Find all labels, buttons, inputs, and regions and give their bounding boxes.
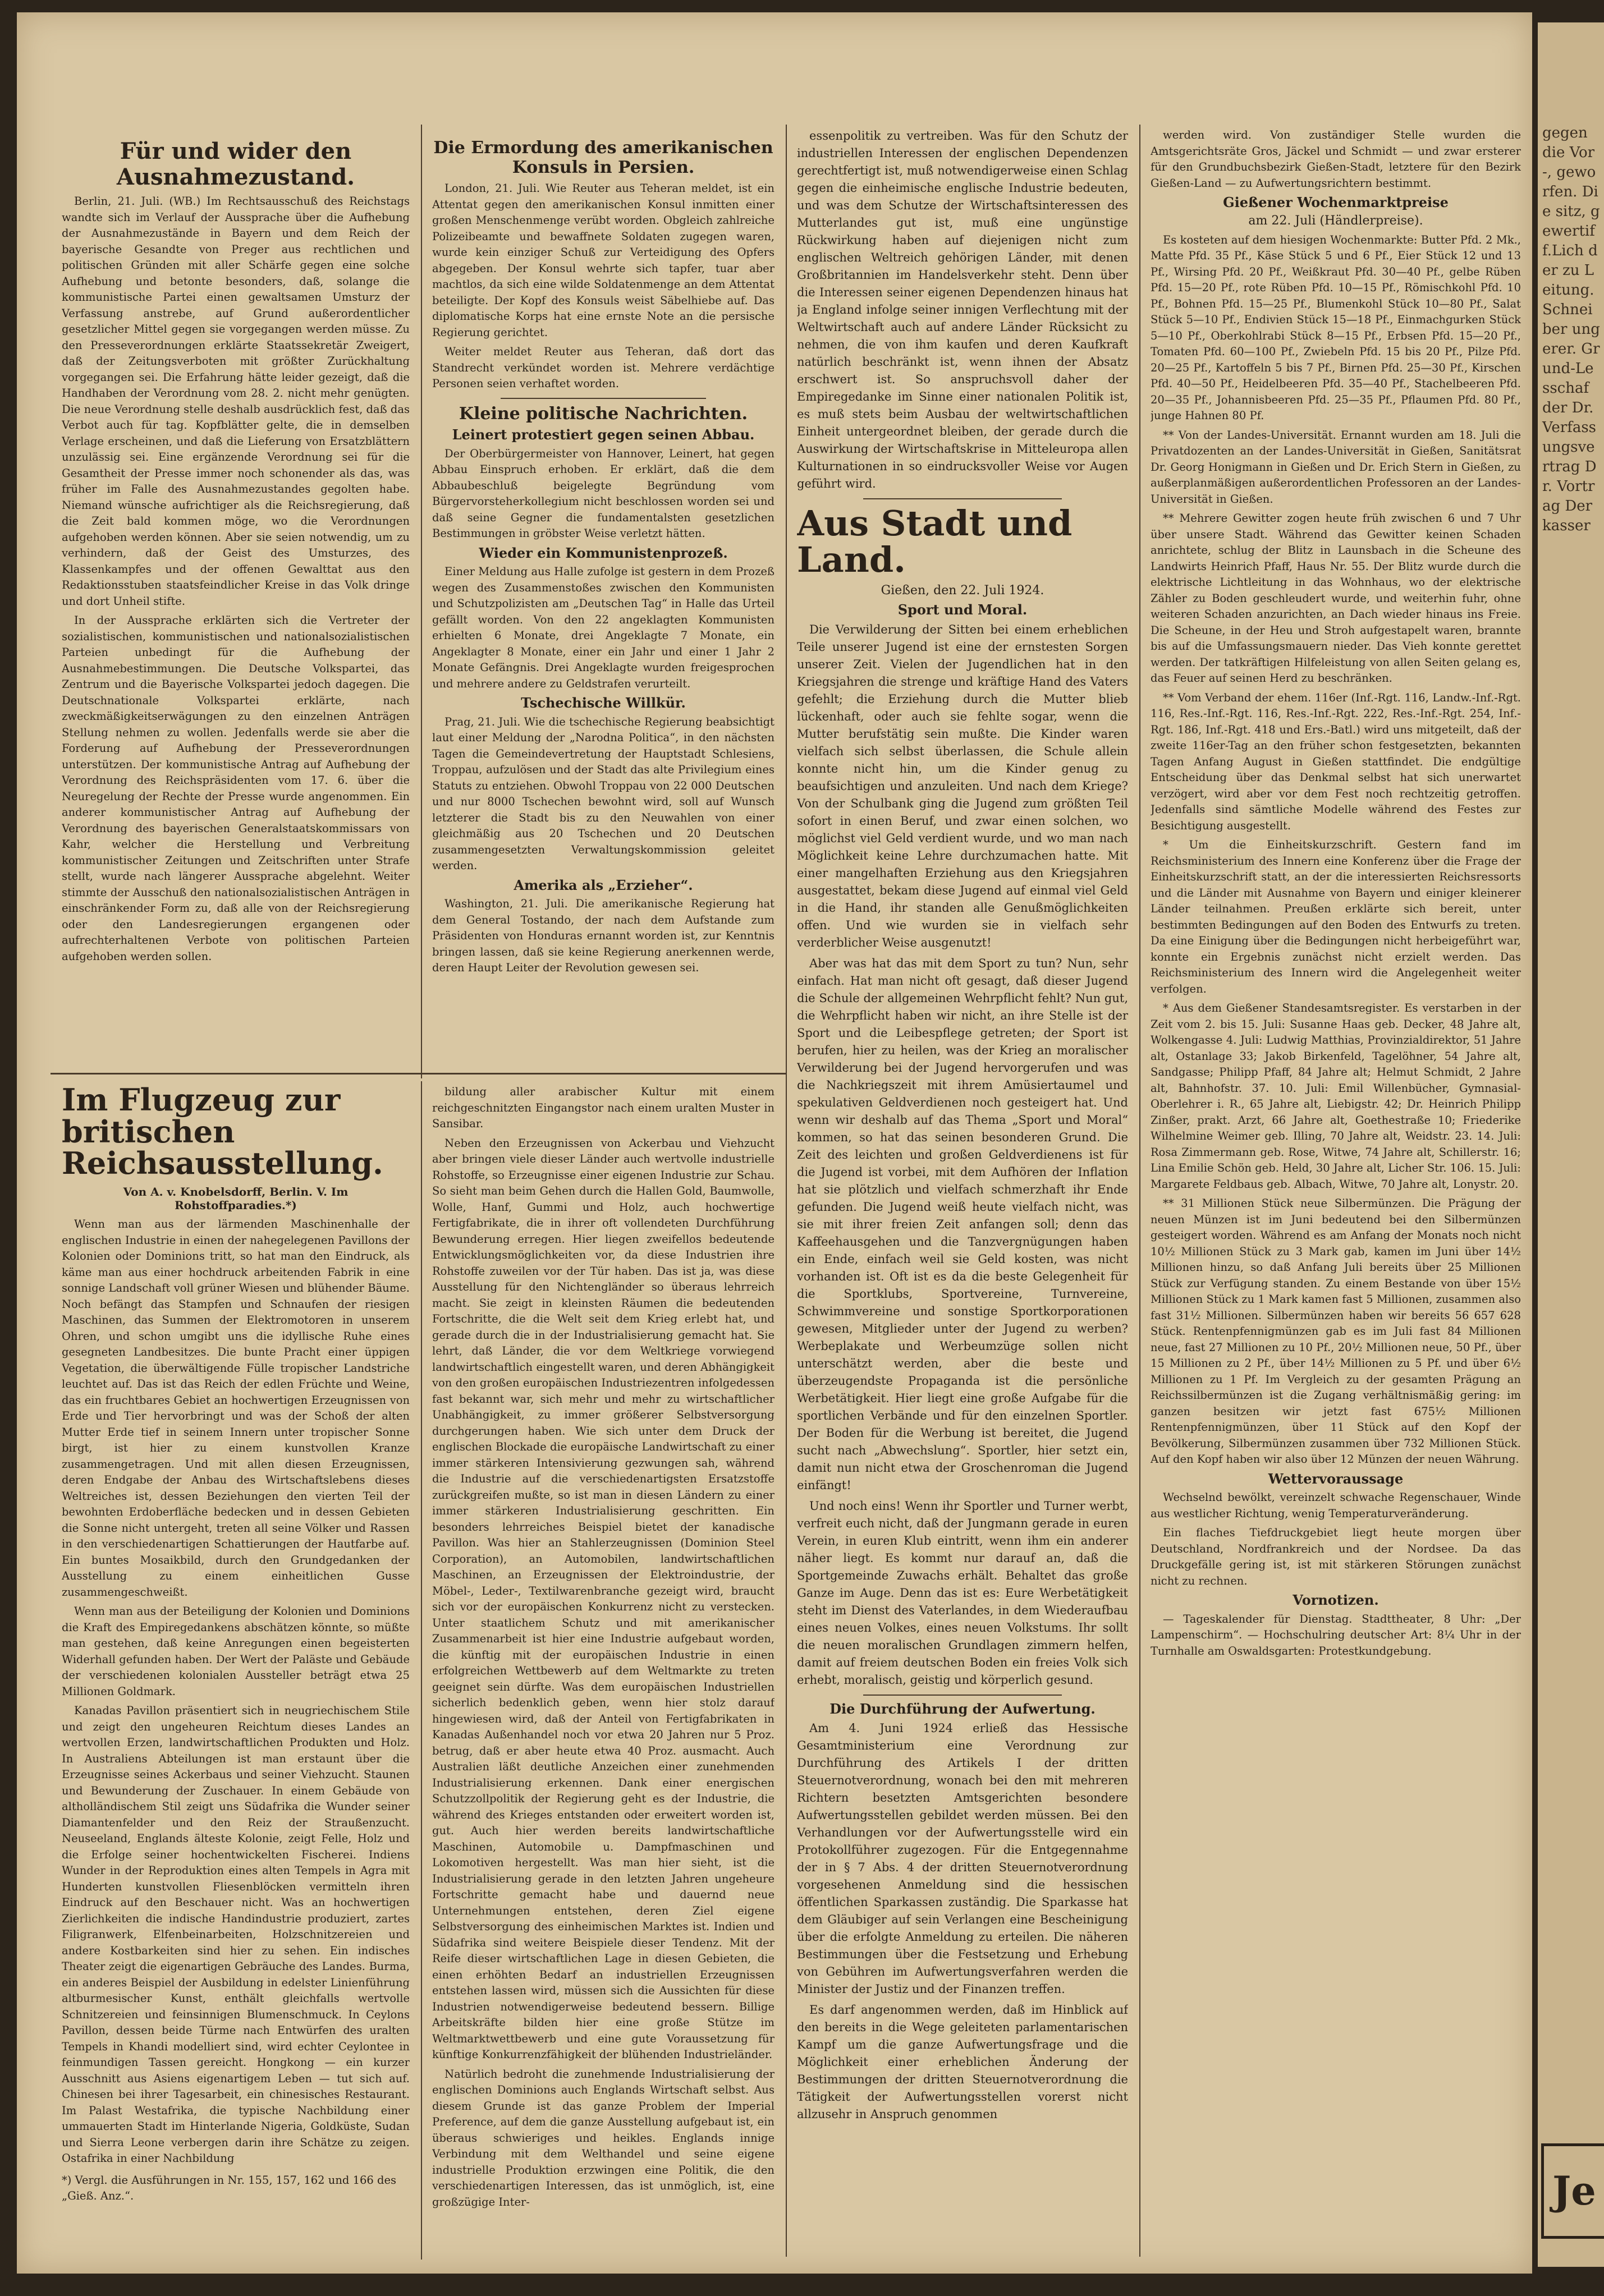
article-paragraph: * Aus dem Gießener Standesamtsregister. Es verstarben in der Zeit vom 2. bis 15. Juli: Susanne Haas geb. Decker, 48 Jahre alt, Wolkengasse 4. Juli: Ludwig Matthias, Provinzialdirektor, 51 Jahre alt, Ostanlage 33; Jakob Birkenfeld, Tagelöhner, 54 Jahre alt, Sandgasse; Philipp Pfaff, 84 Jahre alt; Helmut Schmidt, 2 Jahre alt, Bahnhofstr. 37. 10. Juli: Emil Willenbücher, Gymnasial-Oberlehrer i. R., 65 Jahre alt, Liebigstr. 42; Dr. Heinrich Philipp Zinßer, prakt. Arzt, 66 Jahre alt, Goethestraße 10; Friederike Wilhelmine Weimer geb. Illing, 70 Jahre alt, Weidstr. 23. 14. Juli: Rosa Zimmermann geb. Rose, Witwe, 74 Jahre alt, Schillerstr. 16; Lina Emilie Schön geb. Held, 30 Jahre alt, Licher Str. 106. 15. Juli: Margarete Feldbaus geb. Albach, Witwe, 70 Jahre alt, Lonystr. 20.	[1151, 1002, 1521, 1191]
section-headline: Kleine politische Nachrichten.	[459, 403, 748, 424]
article-stadt-und-land	[797, 127, 1128, 2260]
article-byline: Von A. v. Knobelsdorff, Berlin. V. Im Rohstoffparadies.*)	[123, 1185, 349, 1213]
article-paragraph: ** Vom Verband der ehem. 116er (Inf.-Rgt. 116, Landw.-Inf.-Rgt. 116, Res.-Inf.-Rgt. 116, Res.-Inf.-Rgt. 222, Res.-Inf.-Rgt. 254, Inf.-Rgt. 186, Inf.-Rgt. 418 und Ers.-Batl.) wird uns mitgeteilt, daß der zweite 116er-Tag an den früher schon festgesetzten, bekannten Tagen Anfang August in Gießen stattfindet. Die endgültige Entscheidung über das Denkmal selbst hat sich unerwartet verzögert, wird aber vor dem Fest noch rechtzeitig getroffen. Jedenfalls sind sämtliche Modelle während des Festes zur Besichtigung ausgestellt.	[1151, 691, 1521, 832]
article-persien	[432, 139, 774, 1070]
sub-headline: Leinert protestiert gegen seinen Abbau.	[452, 426, 755, 443]
article-lokales	[1151, 127, 1521, 2260]
article-paragraph: * Um die Einheitskurzschrift. Gestern fand im Reichsministerium des Innern eine Konferenz über die Frage der Einheitskurzschrift statt, an der die interessierten Reichsressorts und die Länder mit Ausnahme von Bayern und einiger kleinerer Länder teilnahmen. Preußen erklärte sich bereit, unter bestimmten Bedingungen auf den Boden des Entwurfs zu treten. Da eine Einigung über die Bedingungen nicht herbeigeführt war, konnte ein Ergebnis zunächst nicht erzielt werden. Das Reichsministerium des Innern wird die Angelegenheit weiter verfolgen.	[1151, 838, 1521, 995]
article-paragraph: essenpolitik zu vertreiben. Was für den Schutz der industriellen Interessen der englischen Dependenzen gerechtfertigt ist, muß notwendigerweise einen Schlag gegen die einheimische englische Industrie bedeuten, und was dem Schutze der Wirtschaftsinteressen des Mutterlandes gut ist, muß eine ungünstige Rückwirkung haben auf diejenigen nicht zum englischen Weltreich gehörigen Länder, mit denen Großbritannien im Handelsverkehr steht. Denn über die Interessen seiner eigenen Dependenzen hinaus hat ja England infolge seiner innigen Verflechtung mit der Weltwirtschaft auch auf andere Länder Rücksicht zu nehmen, die von ihm kaufen und deren Kaufkraft natürlich beschränkt ist, wenn ihnen der Absatz erschwert ist. So anspruchsvoll daher der Empiregedanke im Sinne einer nationalen Politik ist, es muß stets beim Ausbau der weltwirtschaftlichen Einheit untergeordnet bleiben, der gerade durch die Auswirkung der Wirtschaftskrise in Mitteleuropa allen Kulturnationen in so eindrucksvoller Weise vor Augen geführt wird.	[797, 129, 1128, 490]
divider	[863, 498, 1062, 499]
article-flugzeug	[62, 1084, 410, 2257]
sub-headline: Sport und Moral.	[897, 601, 1028, 618]
adjacent-page-text: gegen die Vor-, geworfen. Die sitz, gewertiff.Lich der zu Leitung. Schneiber ungerer. Grund-Lesschaf der Dr. Verfassungsvertrag Dr. Vortrag Der kasser	[1542, 125, 1600, 534]
dateline: Gießen, den 22. Juli 1924.	[881, 584, 1044, 598]
article-headline: Für und wider den Ausnahmezustand.	[116, 139, 355, 190]
section-rule	[51, 1073, 786, 1074]
sub-headline: Tschechische Willkür.	[521, 695, 686, 711]
article-paragraph: Die Verwilderung der Sitten bei einem erheblichen Teile unserer Jugend ist eine der ernstesten Sorgen unserer Zeit. Vielen der Jugendlichen hat in den Kriegsjahren die strenge und kräftige Hand des Vaters gefehlt; die Erziehung durch die Mutter blieb lückenhaft, oder auch sie fehlte sogar, wenn die Mutter berufstätig sein mußte. Die Kinder waren vielfach sich selbst überlassen, die Schule allein konnte nicht hin, um die Kinder genug zu beaufsichtigen und anzuleiten. Und nach dem Kriege? Von der Schulbank ging die Jugend zum größten Teil sofort in einen Beruf, und zwar einen solchen, wo möglichst viel Geld verdient wurde, und wo man nach Möglichkeit keine Lehre durchzumachen hatte. Mit einer mangelhaften Erziehung aus den Kriegsjahren ausgestattet, bekam diese Jugend auf einmal viel Geld in die Hand, ihr standen alle Genußmöglichkeiten offen. Und wie wurden sie in vielfach sehr verderblicher Weise ausgenutzt!	[797, 622, 1128, 949]
article-headline: Im Flugzeug zur britischen Reichsausstellung.	[62, 1084, 383, 1182]
article-paragraph: Wechselnd bewölkt, vereinzelt schwache Regenschauer, Winde aus westlicher Richtung, wenig Temperaturveränderung.	[1151, 1491, 1521, 1520]
divider	[501, 398, 706, 399]
article-paragraph: ** 31 Millionen Stück neue Silbermünzen. Die Prägung der neuen Münzen ist im Juni bedeutend bei den Silbermünzen gesteigert worden. Während es am Anfang der Monats noch nicht 10½ Millionen Stück zu 3 Mark gab, kamen im Juni über 14½ Millionen hinzu, so daß Anfang Juli bereits über 25 Millionen Stück zur Verfügung standen. Zu einem Bestande von über 15½ Millionen Stück zu 1 Mark kamen fast 5 Millionen, zusammen also fast 31½ Millionen. Silbermünzen haben wir bereits 56 657 628 Stück. Rentenpfennigmünzen gab es im Juli fast 84 Millionen neue, fast 27 Millionen zu 10 Pf., 20½ Millionen neue, 50 Pf., über 15 Millionen zu 2 Pf., über 14½ Millionen zu 5 Pf. und über 6½ Millionen zu 1 Pf. Im Vergleich zu der gesamten Prägung an Reichssilbermünzen ist die Zugang verhältnismäßig gering: im ganzen besitzen wir jetzt fast 675½ Millionen Rentenpfennigmünzen, über 11 Stück auf den Kopf der Bevölkerung, Silbermünzen zusammen über 732 Millionen Stück. Auf den Kopf haben wir also über 12 Münzen der neuen Währung.	[1151, 1197, 1521, 1466]
sub-headline: Gießener Wochenmarktpreise	[1223, 194, 1449, 210]
article-paragraph: Es darf angenommen werden, daß im Hinblick auf den bereits in die Wege geleiteten parlamentarischen Kampf um die ganze Aufwertungsfrage und die Möglichkeit einer erheblichen Änderung der Bestimmungen der dritten Steuernotverordnung die Tätigkeit der Aufwertungsstellen vorerst nicht allzusehr in Anspruch genommen	[797, 2003, 1128, 2121]
sub-headline: Vornotizen.	[1293, 1592, 1379, 1609]
article-paragraph: Weiter meldet Reuter aus Teheran, daß dort das Standrecht verkündet worden ist. Mehrere verdächtige Personen seien verhaftet worden.	[432, 345, 774, 390]
article-paragraph: Am 4. Juni 1924 erließ das Hessische Gesamtministerium eine Verordnung zur Durchführung des Artikels I der dritten Steuernotverordnung, wonach bei den mit mehreren Richtern besetzten Amtsgerichten besondere Aufwertungsstellen gebildet werden müssen. Bei den Verhandlungen vor der Aufwertungsstelle wird ein Protokollführer zugezogen. Für die Entgegennahme der in § 7 Abs. 4 der dritten Steuernotverordnung vorgesehenen Anmeldung sind die hessischen öffentlichen Sparkassen zuständig. Die Sparkasse hat dem Gläubiger auf sein Verlangen eine Bescheinigung über die erfolgte Anmeldung zu erteilen. Die näheren Bestimmungen über die Festsetzung und Erhebung von Gebühren im Aufwertungsverfahren werden die Minister der Justiz und der Finanzen treffen.	[797, 1721, 1128, 1996]
column-rule	[421, 125, 422, 1078]
article-paragraph: Washington, 21. Juli. Die amerikanische Regierung hat dem General Tostando, der nach dem Aufstande zum Präsidenten von Honduras ernannt worden ist, zur Kenntnis bringen lassen, daß sie keine Regierung anerkennen werde, deren Haupt Leiter der Revolution gewesen sei.	[432, 897, 774, 975]
article-paragraph: Berlin, 21. Juli. (WB.) Im Rechtsausschuß des Reichstags wandte sich im Verlauf der Aussprache über die Aufhebung der Ausnahmezustände in Bayern und dem Reich der bayerische Gesandte von Preger aus rechtlichen und politischen Gründen mit aller Schärfe gegen eine solche Aufhebung und betonte besonders, daß, solange die kommunistische Partei einen gewaltsamen Umsturz der Verfassung anstrebe, auf Grund außerordentlicher gesetzlicher Mittel gegen sie vorgegangen werden müsse. Zu den Presseverordnungen erklärte Staatssekretär Zweigert, daß der Zeitungsverboten mit größter Zurückhaltung vorgegangen sei. Die Erfahrung hätte leider gezeigt, daß die Handhaben der Verordnung vom 28. 2. nicht mehr genügten. Die neue Verordnung stelle deshalb ausdrücklich fest, daß das Verbot auch für tag. Kopfblätter gelte, die in demselben Verlage erscheinen, und daß die Lieferung von Ersatzblättern unzulässig sei. Eine ergänzende Verordnung sei für die Gesamtheit der Presse immer noch schonender als das, was früher im Falle des Ausnahmezustandes gegolten habe. Niemand wünsche aufrichtiger als die Reichsregierung, daß die Zeit bald kommen möge, wo die Verordnungen aufgehoben werden können. Aber sie seien notwendig, um zu verhindern, daß der Geist des Umsturzes, des Klassenkampfes und der offenen Gewalttat aus den Redaktionsstuben staatsfeindlicher Kreise in das Volk dringe und dort Unheil stifte.	[62, 195, 410, 608]
sub-headline: Wieder ein Kommunistenprozeß.	[479, 544, 728, 561]
newspaper-page	[17, 12, 1532, 2274]
column-rule	[1139, 125, 1140, 2257]
article-flugzeug-continued	[432, 1084, 774, 2257]
section-headline: Aus Stadt und Land.	[797, 503, 1073, 581]
column-rule	[786, 125, 787, 2257]
article-paragraph: Und noch eins! Wenn ihr Sportler und Turner werbt, verfreit euch nicht, daß der Jungmann gerade in euren Verein, in euren Klub eintritt, wenn ihm ein anderer näher liegt. Es kommt nur darauf an, daß die Sportgemeinde Zuwachs erhält. Behaltet das große Ganze im Auge. Denn das ist es: Eure Werbetätigkeit steht im Dienst des Vaterlandes, in dem Wiederaufbau eines neuen Volkes, eines neuen Volkstums. Ihr sollt die neuen moralischen Grundlagen zimmern helfen, damit auf freiem deutschen Boden ein freies Volk sich erhebt, moralisch, geistig und körperlich gesund.	[797, 1499, 1128, 1687]
article-paragraph: werden wird. Von zuständiger Stelle wurden die Amtsgerichtsräte Gros, Jäckel und Schmidt — und zwar ersterer für den Grundbuchsbezirk Gießen-Stadt, letztere für den Bezirk Gießen-Land — zu Aufwertungsrichtern bestimmt.	[1151, 128, 1521, 190]
adjacent-page-edge	[1538, 22, 1604, 2267]
article-paragraph: — Tageskalender für Dienstag. Stadttheater, 8 Uhr: „Der Lampenschirm“. — Hochschulring deutscher Art: 8¼ Uhr in der Turnhalle am Oswaldsgarten: Protestkundgebung.	[1151, 1612, 1521, 1657]
column-rule	[421, 1081, 422, 2260]
article-paragraph: Der Oberbürgermeister von Hannover, Leinert, hat gegen Abbau Einspruch erhoben. Er erklärt, daß die dem Abbaubeschluß beigelegte Begründung vom Bürgervorsteherkollegium nicht beschlossen worden sei und daß seine Gegner die fundamentalsten gesetzlichen Bestimmungen in gröbster Weise verletzt hätten.	[432, 447, 774, 540]
article-paragraph: bildung aller arabischer Kultur mit einem reichgeschnitzten Eingangstor nach einem uralten Muster in Sansibar.	[432, 1085, 774, 1130]
article-paragraph: Neben den Erzeugnissen von Ackerbau und Viehzucht aber bringen viele dieser Länder auch wertvolle industrielle Rohstoffe, so Erzeugnisse einer eigenen Industrie zur Schau. So sieht man beim Gehen durch die Hallen Gold, Baumwolle, Wolle, Hanf, Gummi und Holz, auch hochwertige Fertigfabrikate, die in ihrer oft vollendeten Durchführung Bewunderung erregen. Hier liegen zweifellos bedeutende Entwicklungsmöglichkeiten vor, da diese Industrien ihre Rohstoffe zuweilen vor der Tür haben. Das ist ja, was diese Ausstellung für den Nichtengländer so überaus lehrreich macht. Sie zeigt in kleinsten Räumen die bedeutenden Fortschritte, die die Welt seit dem Krieg erlebt hat, und gerade durch die in der Industrialisierung gemacht hat. Sie lehrt, daß Länder, die vor dem Weltkriege vorwiegend landwirtschaftlich eingestellt waren, und deren Abhängigkeit von den großen europäischen Industriezentren infolgedessen fast bekannt war, sich mehr und mehr zu wirtschaftlicher Unabhängigkeit, zu immer größerer Selbstversorgung durchgerungen haben. Wie sich unter dem Druck der englischen Blockade die europäische Landwirtschaft zu einer immer stärkeren Intensivierung gezwungen sah, während die Industrie auf die verschiedenartigsten Ersatzstoffe zurückgreifen mußte, so ist man in diesen Ländern zu einer immer stärkeren Industrialisierung geschritten. Ein besonders lehrreiches Beispiel bietet der kanadische Pavillon. Was hier an Stahlerzeugnissen (Dominion Steel Corporation), an Automobilen, landwirtschaftlichen Maschinen, an Erzeugnissen der Elektroindustrie, der Möbel-, Leder-, Textilwarenbranche gezeigt wird, braucht sich vor der europäischen Konkurrenz nicht zu verstecken. Unter staatlichem Schutz und mit amerikanischer Zusammenarbeit ist hier eine Industrie aufgebaut worden, die künftig mit der europäischen Industrie in einen erfolgreichen Wettbewerb auf dem Weltmarkte zu treten geeignet sein dürfte. Was dem europäischen Industriellen sicherlich bedenklich geben, wenn hier stolz darauf hingewiesen wird, daß der Anteil von Fertigfabrikaten in Kanadas Außenhandel noch vor etwa 20 Jahren nur 5 Proz. betrug, daß er aber heute etwa 40 Proz. ausmacht. Auch Australien läßt deutliche Anzeichen einer zunehmenden Industrialisierung erkennen. Dank einer energischen Schutzzollpolitik der Regierung geht es der Industrie, die während des Krieges entstanden oder erweitert worden ist, gut. Auch hier werden bereits landwirtschaftliche Maschinen, Automobile u. Dampfmaschinen und Lokomotiven hergestellt. Was man hier sieht, ist die Industrialisierung gerade in den letzten Jahren ungeheure Fortschritte gemacht habe und dauernd neue Unternehmungen entstehen, deren Ziel eigene Selbstversorgung des einheimischen Marktes ist. Indien und Südafrika sind weitere Beispiele dieser Tendenz. Mit der Reife dieser wirtschaftlichen Lage in diesen Gebieten, die einen erhöhten Bedarf an industriellen Erzeugnissen entstehen lassen wird, müssen sich die Aussichten für diese Industrien notwendigerweise bedeutend bessern. Billige Arbeitskräfte bilden hier eine große Stütze im Weltmarktwettbewerb und eine gute Voraussetzung für künftige Konkurrenzfähigkeit der blühenden Industrieländer.	[432, 1136, 774, 2061]
sub-headline: Wettervoraussage	[1268, 1470, 1404, 1487]
article-paragraph: Ein flaches Tiefdruckgebiet liegt heute morgen über Deutschland, Nordfrankreich und der Nordsee. Da das Druckgefälle gering ist, ist mit stärkeren Störungen zunächst nicht zu rechnen.	[1151, 1526, 1521, 1587]
article-headline: Die Ermordung des amerikanischen Konsuls in Persien.	[433, 139, 773, 177]
article-paragraph: Es kosteten auf dem hiesigen Wochenmarkte: Butter Pfd. 2 Mk., Matte Pfd. 35 Pf., Käse Stück 5 und 6 Pf., Eier Stück 12 und 13 Pf., Wirsing Pfd. 20 Pf., Weißkraut Pfd. 30—40 Pf., gelbe Rüben Pfd. 15—20 Pf., rote Rüben Pfd. 10—15 Pf., Römischkohl Pfd. 10 Pf., Bohnen Pfd. 15—25 Pf., Blumenkohl Stück 10—80 Pf., Salat Stück 5—10 Pf., Endivien Stück 15—18 Pf., Einmachgurken Stück 5—10 Pf., Oberkohlrabi Stück 8—15 Pf., Erbsen Pfd. 15—20 Pf., Tomaten Pfd. 60—100 Pf., Zwiebeln Pfd. 15 bis 20 Pf., Pilze Pfd. 20—25 Pf., Kartoffeln 5 bis 7 Pf., Birnen Pfd. 25—30 Pf., Kirschen Pfd. 40—50 Pf., Heidelbeeren Pfd. 35—40 Pf., Stachelbeeren Pfd. 20—35 Pf., Johannisbeeren Pfd. 25—35 Pf., Pflaumen Pfd. 80 Pf., junge Hahnen 80 Pf.	[1151, 233, 1521, 423]
article-ausnahmezustand	[62, 139, 410, 1070]
sub-headline: Amerika als „Erzieher“.	[514, 876, 693, 893]
footnote: *) Vergl. die Ausführungen in Nr. 155, 157, 162 und 166 des „Gieß. Anz.“.	[62, 2173, 397, 2203]
article-paragraph: ** Mehrere Gewitter zogen heute früh zwischen 6 und 7 Uhr über unsere Stadt. Während das Gewitter keinen Schaden anrichtete, schlug der Blitz in Launsbach in die Scheune des Landwirts Heinrich Pfaff, Haus Nr. 55. Der Blitz wurde durch die elektrische Lichtleitung in das Wohnhaus, wo der elektrische Zähler zu Boden geschleudert wurde, und weiterhin fuhr, ohne weiteren Schaden anzurichten, an Dach wieder hinaus ins Freie. Die Scheune, in der Heu und Stroh aufgestapelt waren, brannte bis auf die Umfassungsmauern nieder. Das Vieh konnte gerettet werden. Der tatkräftigen Hilfeleistung von allen Seiten gelang es, das Feuer auf seinen Herd zu beschränken.	[1151, 512, 1521, 685]
article-paragraph: In der Aussprache erklärten sich die Vertreter der sozialistischen, kommunistischen und nationalsozialistischen Parteien unbedingt für die Aufhebung der Ausnahmebestimmungen. Die Deutsche Volkspartei, das Zentrum und die Bayerische Volkspartei jedoch dagegen. Die Deutschnationale Volkspartei erklärte, nach zweckmäßigkeitserwägungen zu den einzelnen Anträgen Stellung nehmen zu wollen. Jedenfalls werde sie aber die Forderung auf Aufhebung der Presseverordnungen unterstützen. Der kommunistische Antrag auf Aufhebung der Verordnung des Reichspräsidenten vom 17. 6. über die Neuregelung der Rechte der Presse wurde angenommen. Ein anderer kommunistischer Antrag auf Aufhebung der Verordnung des bayerischen Generalstaatskommissars von Kahr, welcher die Herstellung und Verbreitung kommunistischer Zeitungen und Zeitschriften unter Strafe stellt, wurde nach längerer Aussprache abgelehnt. Weiter stimmte der Ausschuß den nationalsozialistischen Anträgen in einschränkender Form zu, daß alle von der Reichsregierung oder den Landesregierungen ergangenen oder aufrechterhaltenen Verbote von politischen Parteien aufgehoben werden sollen.	[62, 614, 410, 963]
article-paragraph: Natürlich bedroht die zunehmende Industrialisierung der englischen Dominions auch Englands Wirtschaft selbst. Aus diesem Grunde ist das ganze Problem der Imperial Preference, auf dem die ganze Ausstellung aufgebaut ist, ein überaus schwieriges und heikles. Englands innige Verbindung mit dem Welthandel und seine eigene industrielle Produktion erzwingen eine Politik, die den verschiedenartigen Interessen, das ist unmöglich, ist, eine großzügige Inter-	[432, 2067, 774, 2208]
article-paragraph: Aber was hat das mit dem Sport zu tun? Nun, sehr einfach. Hat man nicht oft gesagt, daß dieser Jugend die Schule der allgemeinen Wehrpflicht fehlt? Nun gut, die Wehrpflicht haben wir nicht, an ihre Stelle ist der Sport und die Leibespflege getreten; der Sport ist berufen, hier zu heilen, was der Krieg an moralischer Verwilderung bei der Jugend hervorgerufen und was die Nachkriegszeit mit ihrem Amüsiertaumel und spekulativen Geldverdienen noch gesteigert hat. Und wenn wir deshalb auf das Thema „Sport und Moral“ kommen, so hat das seinen besonderen Grund. Die Zeit des leichten und großen Geldverdienens ist für die Jugend ist vorbei, mit dem Aufhören der Inflation hat sie plötzlich und vielfach schmerzhaft ihr Ende gefunden. Die Jugend weiß heute vielfach nicht, was sie mit ihrer freien Zeit anfangen soll; denn das Kaffeehausgehen und die Tanzvergnügungen haben ein Ende, einfach weil sie Geld kosten, was nicht vorhanden ist. Oft ist es da die beste Gelegenheit für die Sportklubs, Sportvereine, Turnvereine, Schwimmvereine und sonstige Sportkorporationen gewesen, Mitglieder unter der Jugend zu werben? Werbeplakate und Werbeumzüge sollen nicht unterschätzt werden, aber die beste und überzeugendste Propaganda ist die persönliche Werbetätigkeit. Hier liegt eine große Aufgabe für die sportlichen Verbände und für den einzelnen Sportler. Der Boden für die Werbung ist bereitet, die Jugend sucht nach „Abwechslung“. Sportler, hier setzt ein, damit nun nicht etwa der Groschenroman die Jugend einfängt!	[797, 956, 1128, 1492]
article-paragraph: Einer Meldung aus Halle zufolge ist gestern in dem Prozeß wegen des Zusammenstoßes zwischen den Kommunisten und Schutzpolizisten am „Deutschen Tag“ in Halle das Urteil gefällt worden. Von den 22 angeklagten Kommunisten erhielten 6 Monate, drei Angeklagte 7 Monate, ein Angeklagter 8 Monate, einer ein Jahr und einer 1 Jahr 2 Monate Gefängnis. Drei Angeklagte wurden freigesprochen und mehrere andere zu Geldstrafen verurteilt.	[432, 565, 774, 690]
divider	[863, 1695, 1062, 1696]
article-paragraph: Prag, 21. Juli. Wie die tschechische Regierung beabsichtigt laut einer Meldung der „Narodna Politica“, in den nächsten Tagen die Gemeindevertretung der Hauptstadt Schlesiens, Troppau, aufzulösen und der Stadt das alte Privilegium eines Statuts zu entziehen. Obwohl Troppau von 22 000 Deutschen und nur 8000 Tschechen bewohnt wird, soll auf Wunsch letzterer die Stadt bis zu den Neuwahlen von einer gleichmäßig aus 20 Tschechen und 20 Deutschen zusammengesetzten Verwaltungskommission geleitet werden.	[432, 715, 774, 873]
article-paragraph: London, 21. Juli. Wie Reuter aus Teheran meldet, ist ein Attentat gegen den amerikanischen Konsul inmitten einer großen Menschenmenge verübt worden. Obgleich zahlreiche Polizeibeamte und bewaffnete Soldaten zugegen waren, wurde kein einziger Schuß zur Verteidigung des Opfers abgegeben. Der Konsul wehrte sich tapfer, tuar aber machtlos, da sich eine wilde Soldatenmenge an dem Attentat beteiligte. Der Kopf des Konsuls weist Säbelhiebe auf. Das diplomatische Korps hat eine ernste Note an die persische Regierung gerichtet.	[432, 182, 774, 339]
sub-headline: Die Durchführung der Aufwertung.	[830, 1700, 1096, 1717]
sub-dateline: am 22. Juli (Händlerpreise).	[1248, 213, 1423, 228]
adjacent-page-ad-mark: Je	[1541, 2143, 1604, 2239]
article-paragraph: Wenn man aus der Beteiligung der Kolonien und Dominions die Kraft des Empiregedankens abschätzen könnte, so müßte man gestehen, daß keine Anregungen einen begeisterten Widerhall gefunden haben. Der Wert der Paläste und Gebäude der verschiedenen kolonialen Aussteller beträgt etwa 25 Millionen Goldmark.	[62, 1605, 410, 1698]
article-paragraph: ** Von der Landes-Universität. Ernannt wurden am 18. Juli die Privatdozenten an der Landes-Universität in Gießen, Sanitätsrat Dr. Georg Honigmann in Gießen und Dr. Erich Stern in Gießen, zu außerplanmäßigen außerordentlichen Professoren an der Landes-Universität in Gießen.	[1151, 428, 1521, 506]
article-paragraph: Wenn man aus der lärmenden Maschinenhalle der englischen Industrie in einen der nahegelegenen Pavillons der Kolonien oder Dominions tritt, so hat man den Eindruck, als käme man aus einer hochdruck arbeitenden Fabrik in eine sonnige Landschaft voll grüner Wiesen und blühender Bäume. Noch befängt das Stampfen und Schnaufen der riesigen Maschinen, das Summen der Elektromotoren in unserem Ohren, und schon umgibt uns die idyllische Ruhe eines gesegneten Landbesitzes. Die bunte Pracht einer üppigen Vegetation, die überwältigende Fülle tropischer Landstriche leuchtet auf. Das ist das Reich der edlen Früchte und Weine, das ein fruchtbares Gebiet an hochwertigen Erzeugnissen von Erde und Tier hervorbringt und was der Schoß der alten Mutter Erde tief in seinem Innern unter tropischer Sonne birgt, ist hier zu einem kunstvollen Kranze zusammengetragen. Und mit allen diesen Erzeugnissen, deren Endgabe der Anbau des Wirtschaftslebens dieses Weltreiches ist, dessen Beziehungen den vierten Teil der bewohnten Erdoberfläche bedecken und in dessen Gebieten die Sonne nicht untergeht, treten all seine Völker und Rassen in den verschiedenartigen Schattierungen der Hautfarbe auf. Ein buntes Mosaikbild, durch den Grundgedanken der Ausstellung zu einem einheitlichen Gusse zusammengeschweißt.	[62, 1218, 410, 1599]
article-paragraph: Kanadas Pavillon präsentiert sich in neugriechischem Stile und zeigt den ungeheuren Reichtum dieses Landes an wertvollen Erzen, landwirtschaftlichen Produkten und Holz. In Australiens Abteilungen ist man erstaunt über die Erzeugnisse seines Ackerbaus und seiner Viehzucht. Staunen und Bewunderung der Zuschauer. In einem Gebäude von altholländischem Stil zeigt uns Südafrika die Wunder seiner Diamantenfelder und den Reiz der Straußenzucht. Neuseeland, Englands älteste Kolonie, zeigt Felle, Holz und die Erfolge seiner hochentwickelten Fischerei. Indiens Wunder in der Reproduktion eines alten Tempels in Agra mit Hunderten kunstvollen Fliesenblöcken vermitteln ihren Eindruck auf den Beschauer nicht. Was an hochwertigen Zierlichkeiten die indische Handindustrie produziert, zartes Filigranwerk, Elfenbeinarbeiten, Holzschnitzereien und andere Kostbarkeiten sind hier zu sehen. Ein indisches Theater zeigt die eigenartigen Gebräuche des Landes. Burma, ein anderes Beispiel der Ausbildung in edelster Linienführung altburmesischer Kunst, enthält gleichfalls wertvolle Schnitzereien und feinsinnigen Blumenschmuck. In Ceylons Pavillon, dessen beide Türme nach Entwürfen des uralten Tempels in Khandi modelliert sind, wird echter Ceylontee in feinmundigen Tassen gereicht. Hongkong — ein kurzer Ausschnitt aus Asiens eigenartigem Leben — tut sich auf. Chinesen bei ihrer Tagesarbeit, ein chinesisches Restaurant. Im Palast Westafrika, die typische Nachbildung einer ummauerten Stadt im Hinterlande Nigeria, Goldküste, Sudan und Sierra Leone verbergen darin ihre Schätze zu zeigen. Ostafrika in einer Nachbildung	[62, 1704, 410, 2165]
